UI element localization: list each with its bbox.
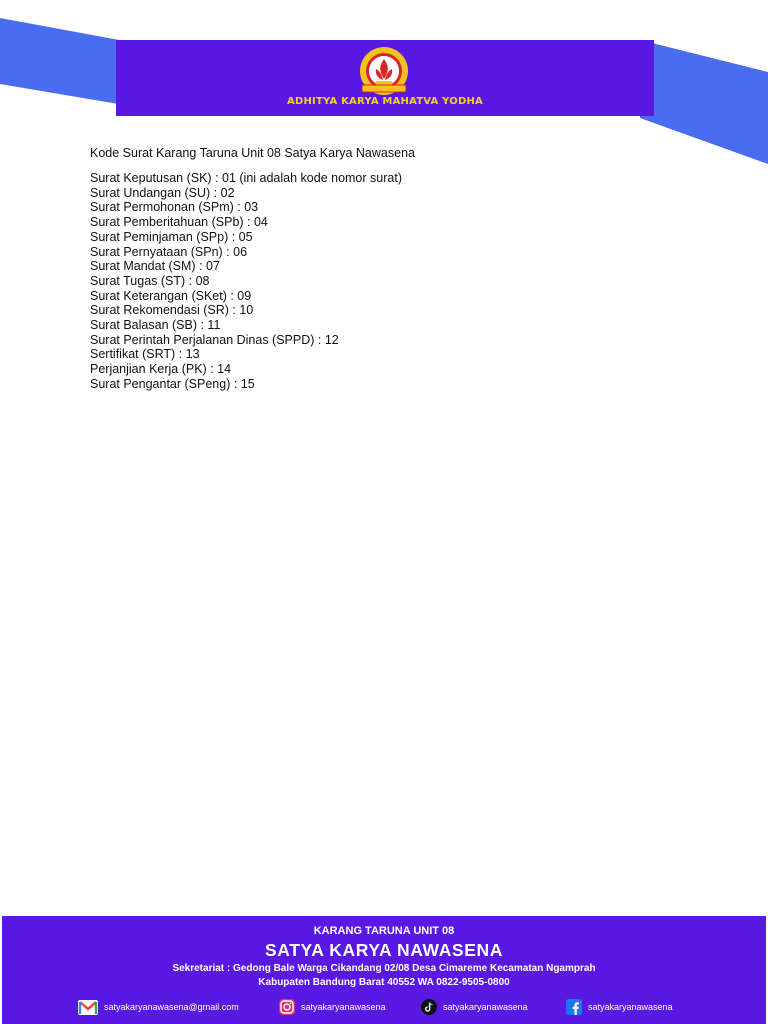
footer-address-line1: Sekretariat : Gedong Bale Warga Cikandang 02/08 Desa Cimareme Kecamatan Ngamprah: [172, 963, 596, 974]
letter-code-list: [90, 171, 415, 392]
list-item: Surat Keterangan (SKet) : 09: [90, 288, 252, 303]
footer: [2, 916, 766, 1024]
footer-socials: [2, 998, 766, 1016]
gmail-icon: [78, 1000, 98, 1015]
instagram-handle: satyakaryanawasena: [301, 1002, 386, 1012]
footer-org: KARANG TARUNA UNIT 08: [313, 925, 455, 937]
list-item: Surat Keputusan (SK) : 01 (ini adalah kode nomor surat): [90, 171, 402, 185]
document-body: [90, 146, 415, 392]
tiktok-icon: [421, 999, 437, 1015]
instagram-contact[interactable]: [279, 998, 386, 1016]
footer-org-name: SATYA KARYA NAWASENA: [265, 940, 503, 960]
list-item: Sertifikat (SRT) : 13: [90, 347, 200, 362]
list-item: Surat Rekomendasi (SR) : 10: [90, 303, 254, 318]
list-item: Surat Undangan (SU) : 02: [90, 185, 235, 200]
document-title: Kode Surat Karang Taruna Unit 08 Satya Karya Nawasena: [90, 146, 415, 160]
list-item: Surat Pengantar (SPeng) : 15: [90, 376, 255, 391]
karang-taruna-emblem-icon: [354, 45, 414, 97]
instagram-icon: [279, 999, 295, 1015]
list-item: Surat Permohonan (SPm) : 03: [90, 200, 259, 215]
facebook-handle: satyakaryanawasena: [588, 1002, 673, 1012]
email-text: satyakaryanawasena@gmail.com: [104, 1002, 239, 1012]
list-item: Surat Pemberitahuan (SPb) : 04: [90, 215, 268, 230]
list-item: Surat Pernyataan (SPn) : 06: [90, 244, 248, 259]
footer-address-line2: Kabupaten Bandung Barat 40552 WA 0822-9505-0800: [258, 977, 510, 988]
list-item: Surat Peminjaman (SPp) : 05: [90, 229, 253, 244]
tiktok-handle: satyakaryanawasena: [443, 1002, 528, 1012]
tiktok-contact[interactable]: [421, 998, 528, 1016]
list-item: Perjanjian Kerja (PK) : 14: [90, 362, 232, 377]
facebook-icon: [566, 999, 582, 1015]
header-motto: ADHITYA KARYA MAHATVA YODHA: [287, 96, 483, 107]
facebook-contact[interactable]: [566, 998, 673, 1016]
list-item: Surat Mandat (SM) : 07: [90, 259, 220, 274]
email-contact[interactable]: [78, 998, 239, 1016]
list-item: Surat Tugas (ST) : 08: [90, 273, 210, 288]
list-item: Surat Balasan (SB) : 11: [90, 318, 221, 333]
list-item: Surat Perintah Perjalanan Dinas (SPPD) : 12: [90, 332, 339, 347]
